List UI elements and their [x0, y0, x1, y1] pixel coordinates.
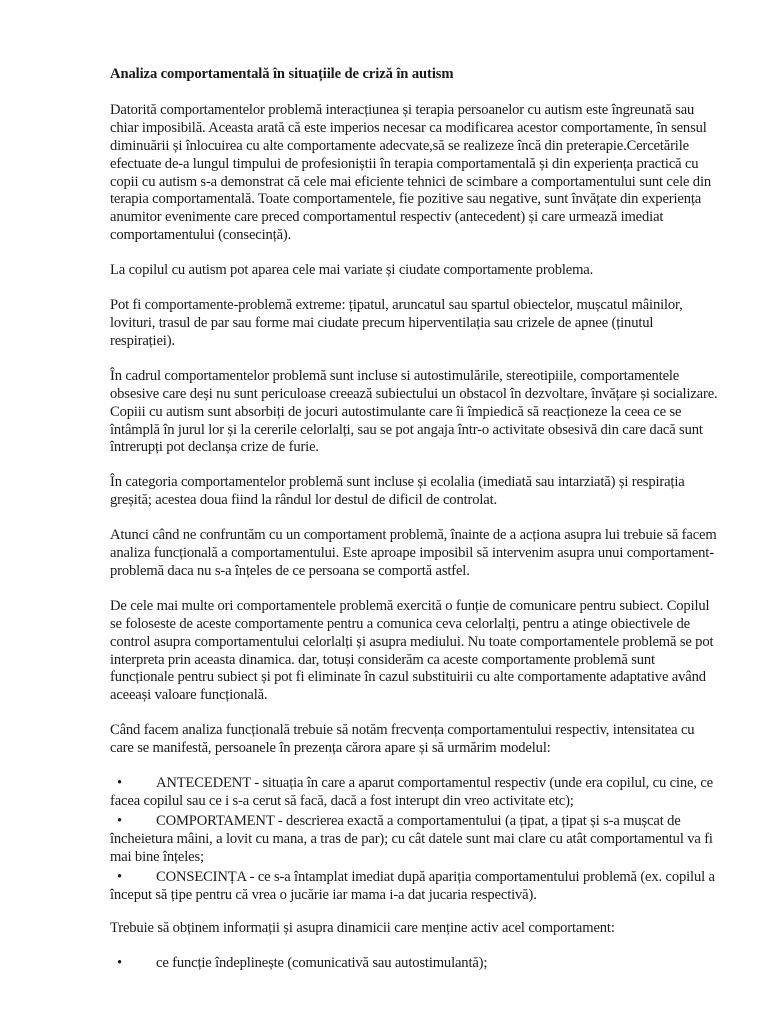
paragraph-model-intro: Când facem analiza funcțională trebuie să notăm frecvența comportamentului respectiv, intensitatea cu care se manifestă, persoanele în prezența cărora apare și să urmărim modelul:: [110, 722, 695, 757]
bullet-icon: •: [117, 812, 122, 829]
bullet-icon: •: [117, 955, 122, 972]
bullet-icon: •: [117, 775, 122, 792]
bullet-icon: •: [117, 868, 122, 885]
list-item: [110, 775, 718, 811]
list-item: [110, 813, 718, 867]
bullet-text-antecedent: ANTECEDENT - situația în care a aparut comportamentul respectiv (unde era copilul, cu cine, ce facea copilul sau ce i s-a cerut să facă, dacă a fost interupt din vreo activitate etc);: [110, 775, 713, 809]
paragraph-ecolalia: În categoria comportamentelor problemă sunt incluse și ecolalia (imediată sau intarziată) și respirația greșită; acestea doua fiind la rândul lor destul de dificil de controlat.: [110, 474, 685, 509]
bullet-list-dynamics: [110, 955, 718, 973]
bullet-list-abc: [110, 775, 718, 904]
bullet-text-comportament: COMPORTAMENT - descrierea exactă a comportamentului (a țipat, a țipat și s-a mușcat de încheietura mâini, a lovit cu mana, a tras de par); cu cât datele sunt mai clare cu atât comportamentul va fi mai bine înțeles;: [110, 812, 713, 865]
paragraph-communication-function: De cele mai multe ori comportamentele problemă exercită o funție de comunicare pentru subiect. Copilul se foloseste de aceste comportamente pentru a comunica ceva celorlalți, pentru a atinge obiectivele de control asupra comportamentului celorlalți și asupra mediului. Nu toate comportamentele problemă se pot interpreta prin aceasta dinamica. dar, totuși considerăm ca aceste comportamente problemă sunt funcționale pentru subiect și pot fi eliminate în cazul substituirii cu alte comportamente adaptative având aceeași valoare funcțională.: [110, 597, 714, 704]
bullet-text-function: ce funcție îndeplinește (comunicativă sau autostimulantă);: [156, 955, 488, 972]
document-title: Analiza comportamentală în situațiile de criză în autism: [110, 66, 454, 82]
paragraph-dynamics: Trebuie să obținem informații și asupra dinamicii care menține activ acel comportament:: [110, 920, 615, 937]
bullet-text-consecinta: CONSECINȚA - ce s-a întamplat imediat după apariția comportamentului problemă (ex. copilul a început să țipe pentru că vrea o jucărie iar mama i-a dat jucaria respectivă).: [110, 868, 715, 903]
list-item: [110, 869, 718, 905]
document-page: [110, 66, 718, 989]
paragraph-functional-analysis: Atunci când ne confruntăm cu un comportament problemă, înainte de a acționa asupra lui trebuie să facem analiza funcțională a comportamentului. Este aproape imposibil să intervenim asupra unui comportament-problemă daca nu s-a înțeles de ce persoana se comportă astfel.: [110, 527, 717, 579]
list-item: [110, 955, 718, 973]
paragraph-varied-behaviors: La copilul cu autism pot aparea cele mai variate și ciudate comportamente problema.: [110, 262, 594, 279]
paragraph-intro: Datorită comportamentelor problemă interacțiunea și terapia persoanelor cu autism este îngreunată sau chiar imposibilă. Aceasta arată că este imperios necesar ca modificarea acestor comportamente, în sensul diminuării și înlocuirea cu alte comportamente adecvate,să se realizeze încă din preterapie.Cercetările efectuate de-a lungul timpului de profesioniștii în terapia comportamentală și din experiența practică cu copii cu autism s-a demonstrat că cele mai eficiente tehnici de scimbare a comportamentului sunt cele din terapia comportamentală. Toate comportamentele, fie pozitive sau negative, sunt învățate din experiența anumitor evenimente care preced comportamentul respectiv (antecedent) și care urmează imediat comportamentului (consecință).: [110, 101, 712, 244]
paragraph-extreme-behaviors: Pot fi comportamente-problemă extreme: țipatul, aruncatul sau spartul obiectelor, mușcatul mâinilor, lovituri, trasul de par sau forme mai ciudate precum hiperventilația sau crizele de apnee (ținutul respirației).: [110, 297, 683, 349]
paragraph-autostimulation: În cadrul comportamentelor problemă sunt incluse si autostimulările, stereotipiile, comportamentele obsesive care deși nu sunt periculoase creează subiectului un obstacol în dezvoltare, învățare și socializare. Copiii cu autism sunt absorbiți de jocuri autostimulante care îi împiedică să reacționeze la ceea ce se întâmplă în jurul lor și la cererile celorlalți, sau se pot angaja într-o activitate obsesivă din care dacă sunt întrerupți pot declanșa crize de furie.: [110, 367, 718, 456]
